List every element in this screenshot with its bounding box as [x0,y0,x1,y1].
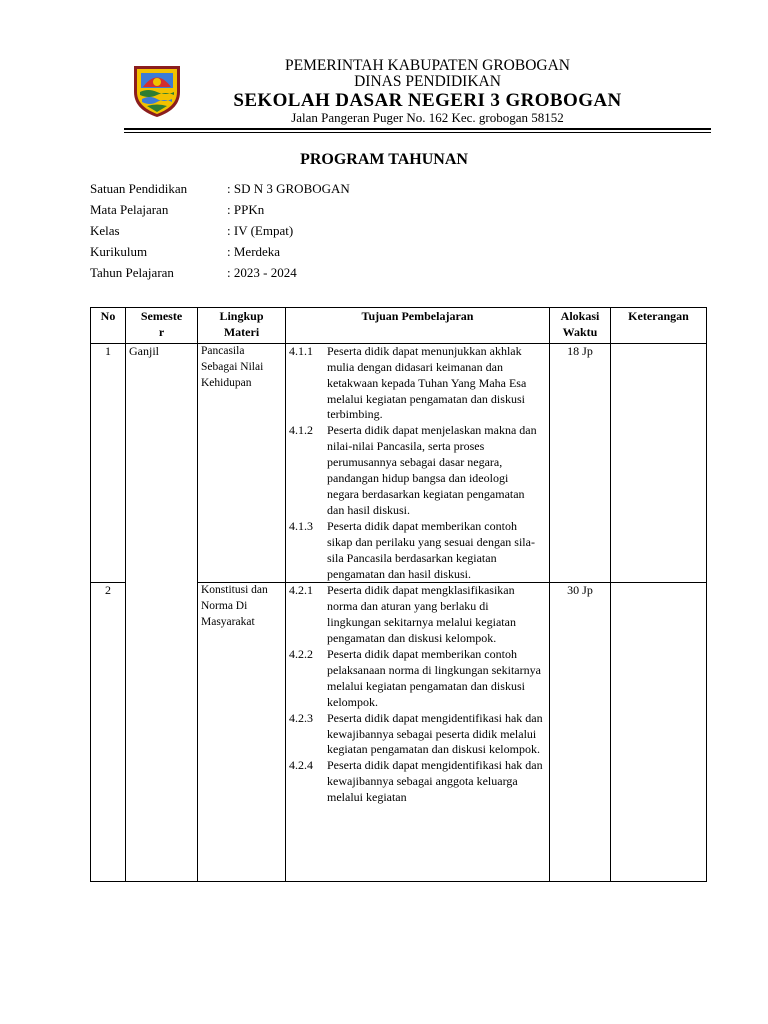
info-label: Tahun Pelajaran [90,265,174,280]
info-row-kelas [90,223,350,244]
cell-semester: Ganjil [126,343,198,882]
department-name: DINAS PENDIDIKAN [354,73,501,90]
tujuan-code: 4.1.2 [289,423,313,438]
info-label: Mata Pelajaran [90,202,169,217]
header-semester-line2: r [158,324,165,339]
header-keterangan: Keterangan [611,308,707,344]
header-alokasi-line2: Waktu [562,324,598,339]
letterhead-rule [124,128,711,130]
school-address: Jalan Pangeran Puger No. 162 Kec. grobogan 58152 [291,110,564,125]
tujuan-text: Peserta didik dapat memberikan contoh pelaksanaan norma di lingkungan sekitarnya melalui kegiatan pengamatan dan diskusi kelompok. [327,647,541,709]
info-row-tahun [90,265,350,286]
info-value: : IV (Empat) [227,223,294,238]
header-alokasi [550,308,611,344]
header-semester-line1: Semeste [140,309,183,323]
tujuan-code: 4.1.3 [289,518,313,533]
cell-no: 1 [91,343,126,583]
cell-lingkup: Konstitusi dan Norma Di Masyarakat [198,583,286,882]
tujuan-item [289,711,543,759]
cell-keterangan [611,343,707,583]
header-semester [126,308,198,344]
info-value: : PPKn [227,202,265,217]
document-title: PROGRAM TAHUNAN [300,151,468,168]
cell-tujuan [286,583,550,882]
info-label: Kelas [90,223,120,238]
tujuan-text: Peserta didik dapat menunjukkan akhlak mulia dengan didasari keimanan dan ketakwaan kepada Tuhan Yang Maha Esa melalui kegiatan pengamatan dan diskusi terbimbing. [327,343,527,422]
info-value: : 2023 - 2024 [227,265,297,280]
tujuan-text: Peserta didik dapat memberikan contoh sikap dan perilaku yang sesuai dengan sila-sila Pancasila berdasarkan kegiatan pengamatan dan hasil diskusi. [327,518,535,581]
tujuan-item [289,344,543,424]
header-lingkup-line1: Lingkup [219,309,264,323]
info-value: : SD N 3 GROBOGAN [227,181,350,196]
info-row-kurikulum [90,244,350,265]
tujuan-code: 4.2.3 [289,710,313,725]
tujuan-item [289,519,543,583]
info-row-mapel [90,202,350,223]
cell-keterangan [611,583,707,882]
cell-alokasi: 18 Jp [550,343,611,583]
program-table [90,307,707,882]
cell-alokasi: 30 Jp [550,583,611,882]
tujuan-item [289,583,543,647]
info-row-satuan [90,181,350,202]
table-row [91,343,707,583]
header-no: No [91,308,126,344]
cell-no: 2 [91,583,126,882]
header-tujuan: Tujuan Pembelajaran [286,308,550,344]
tujuan-item [289,758,543,806]
table-header-row [91,308,707,344]
tujuan-text: Peserta didik dapat menjelaskan makna dan nilai-nilai Pancasila, serta proses perumusannya sebagai dasar negara, pandangan hidup bangsa dan ideologi negara berdasarkan kegiatan pengamatan dan hasil diskusi. [327,423,537,517]
info-label: Satuan Pendidikan [90,181,188,196]
tujuan-item [289,647,543,711]
district-emblem-icon [129,62,185,118]
cell-lingkup: Pancasila Sebagai Nilai Kehidupan [198,343,286,583]
tujuan-text: Peserta didik dapat mengklasifikasikan norma dan aturan yang berlaku di lingkungan sekitarnya melalui kegiatan pengamatan dan diskusi kelompok. [327,583,516,646]
tujuan-item [289,423,543,518]
header-lingkup [198,308,286,344]
header-alokasi-line1: Alokasi [560,309,600,323]
tujuan-text: Peserta didik dapat mengidentifikasi hak dan kewajibannya sebagai peserta didik melalui kegiatan pengamatan dan diskusi kelompok. [327,710,543,757]
school-name: SEKOLAH DASAR NEGERI 3 GROBOGAN [233,90,622,111]
cell-tujuan [286,343,550,583]
tujuan-text: Peserta didik dapat mengidentifikasi hak dan kewajibannya sebagai anggota keluarga melalui kegiatan [327,758,543,805]
info-value: : Merdeka [227,244,281,259]
tujuan-code: 4.2.1 [289,583,313,598]
info-label: Kurikulum [90,244,148,259]
tujuan-code: 4.2.4 [289,758,313,773]
tujuan-code: 4.1.1 [289,343,313,358]
letterhead-rule-thin [124,132,711,133]
tujuan-code: 4.2.2 [289,647,313,662]
identity-block [90,181,350,286]
header-lingkup-line2: Materi [223,324,260,339]
government-name: PEMERINTAH KABUPATEN GROBOGAN [285,57,570,74]
